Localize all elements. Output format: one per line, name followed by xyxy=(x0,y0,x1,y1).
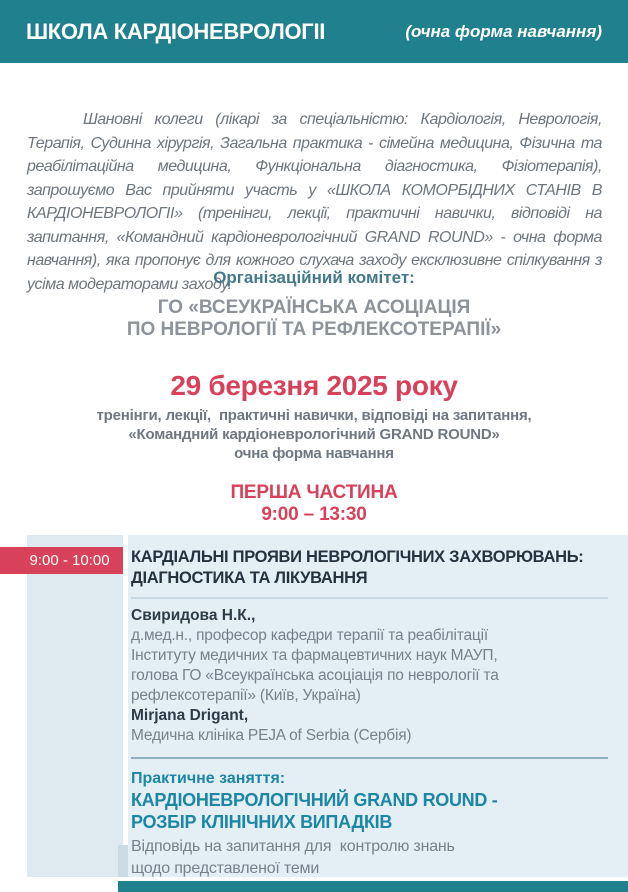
session-title-line1: КАРДІАЛЬНІ ПРОЯВИ НЕВРОЛОГІЧНИХ ЗАХВОРЮВАНЬ: xyxy=(131,548,584,566)
committee-heading: Організаційний комітет: xyxy=(213,268,415,287)
speaker-bio-line: рефлексотерапії» (Київ, Україна) xyxy=(131,687,361,704)
speaker-name: Свиридова Н.К., xyxy=(131,607,256,624)
org-name-line1: ГО «ВСЕУКРАЇНСЬКА АСОЦІАЦІЯ xyxy=(157,297,471,318)
speaker-name: Mirjana Drigant, xyxy=(131,707,249,724)
rail-accent-block xyxy=(118,845,128,877)
event-description xyxy=(0,406,628,463)
event-date: 29 березня 2025 року xyxy=(170,370,458,401)
speaker-bio-line: д.мед.н., професор кафедри терапії та реабілітації xyxy=(131,627,488,644)
practice-title-line1: КАРДІОНЕВРОЛОГІЧНИЙ GRAND ROUND - xyxy=(131,790,498,810)
speaker-bio-line: голова ГО «Всеукраїнська асоціація по неврології та xyxy=(131,667,499,684)
practice-block xyxy=(131,769,608,879)
practice-divider xyxy=(131,757,608,759)
part-time-range: 9:00 – 13:30 xyxy=(261,504,367,525)
session-time-badge: 9:00 - 10:00 xyxy=(0,547,123,574)
event-desc-line2: «Командний кардіоневрологічний GRAND ROUND» xyxy=(128,426,500,443)
practice-title-line2: РОЗБІР КЛІНІЧНИХ ВИПАДКІВ xyxy=(131,812,393,832)
schedule-left-rail xyxy=(27,535,123,877)
invitation-paragraph: Шановні колеги (лікарі за спеціальністю: Кардіологія, Неврологія, Терапія, Судинна хірургія, Загальна практика - сімейна медицина, Фізична та реабілітаційна медицина, Функціональна діагностика, Фізіотерапія), запрошуємо Вас прийняти участь у «ШКОЛА КОМОРБІДНИХ СТАНІВ В КАРДІОНЕВРОЛОГІІ» (тренінги, лекції, практичні навички, відповіді на запитання, «Командний кардіоневрологічний GRAND ROUND» - очна форма навчання), яка пропонує для кожного слухача заходу ексклюзивне спілкування з усіма модераторами заходу. xyxy=(27,111,602,293)
practice-description xyxy=(131,836,608,879)
committee-organization xyxy=(0,297,628,341)
practice-desc-line2: щодо представленої теми xyxy=(131,859,320,877)
session-title-line2: ДІАГНОСТИКА ТА ЛІКУВАННЯ xyxy=(131,569,368,587)
speaker-bio-line: Інституту медичних та фармацевтичних наук МАУП, xyxy=(131,647,498,664)
page-header xyxy=(0,0,628,63)
speakers-block xyxy=(131,606,608,746)
part-one-heading xyxy=(0,482,628,526)
session-panel xyxy=(128,535,628,877)
part-title: ПЕРША ЧАСТИНА xyxy=(230,482,398,503)
practice-label: Практичне заняття: xyxy=(131,770,286,787)
org-name-line2: ПО НЕВРОЛОГІЇ ТА РЕФЛЕКСОТЕРАПІЇ» xyxy=(126,319,502,340)
event-desc-line1: тренінги, лекції, практичні навички, відповіді на запитання, xyxy=(96,407,532,424)
practice-title xyxy=(131,789,608,833)
session-divider xyxy=(131,597,608,599)
speaker-bio-line: Медична клініка PEJA of Serbia (Сербія) xyxy=(131,727,412,744)
event-desc-line3: очна форма навчання xyxy=(234,445,394,462)
practice-desc-line1: Відповідь на запитання для контролю знань xyxy=(131,838,455,855)
organizing-committee xyxy=(0,268,628,341)
training-mode-label: (очна форма навчання) xyxy=(405,21,602,41)
session-title xyxy=(131,547,608,589)
next-section-band xyxy=(118,881,628,892)
school-title: ШКОЛА КАРДІОНЕВРОЛОГІІ xyxy=(26,18,326,44)
